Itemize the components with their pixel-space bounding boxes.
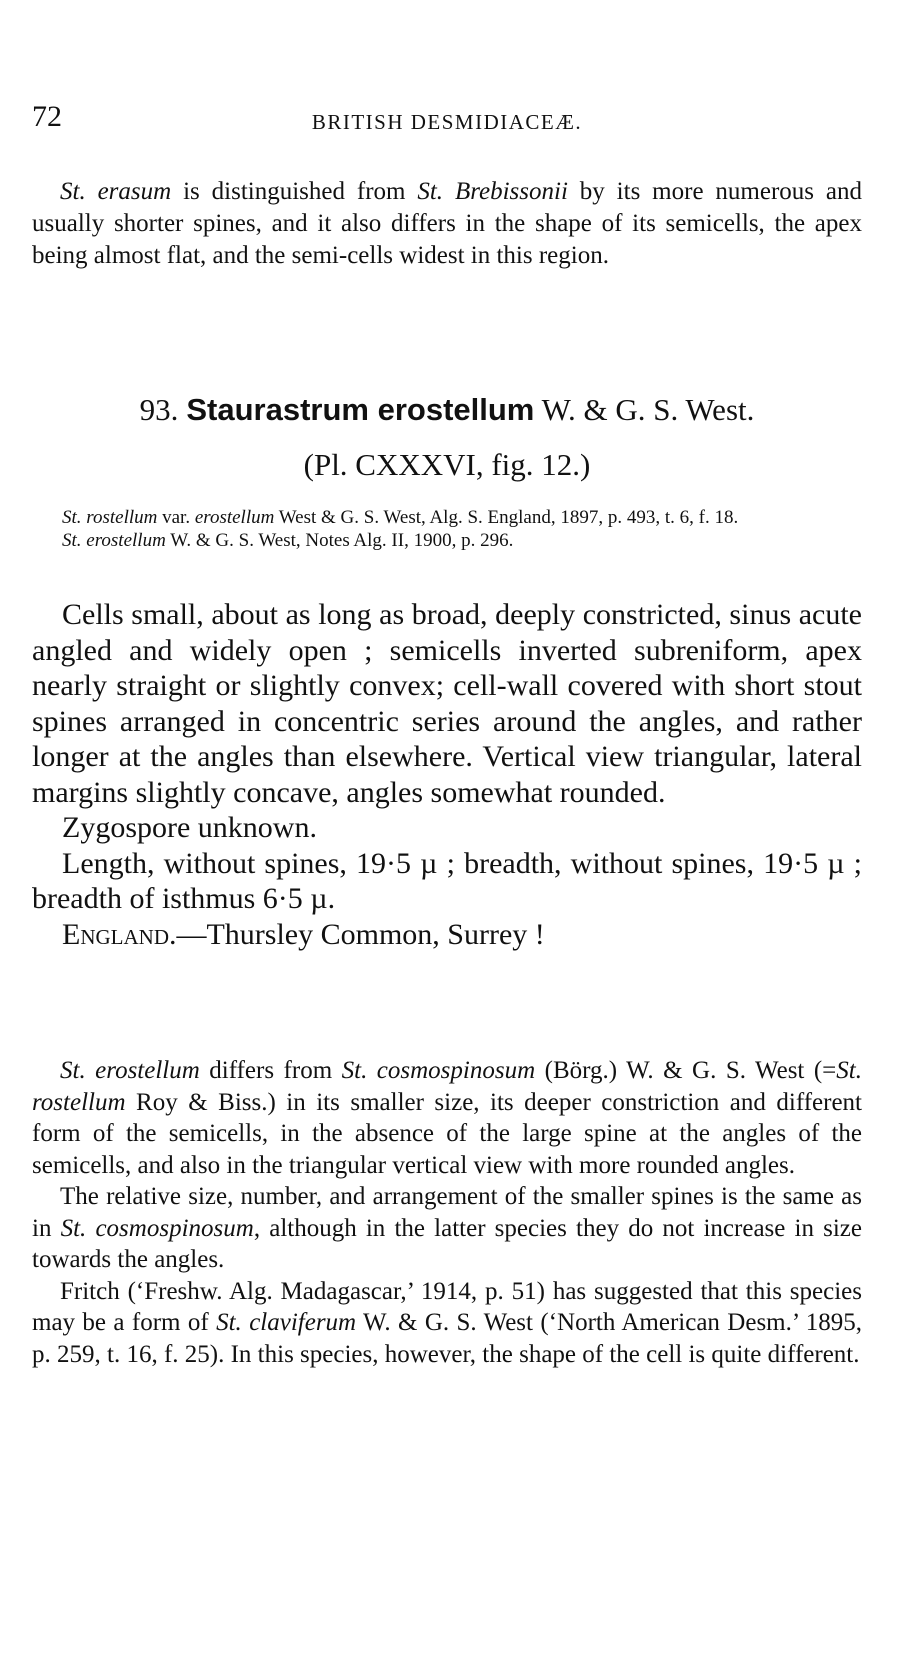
taxon-name: St. erasum bbox=[60, 178, 172, 205]
species-description bbox=[32, 597, 862, 952]
discussion bbox=[32, 1055, 862, 1370]
synonym-text: var. bbox=[157, 507, 195, 528]
discussion-text: Fritch (‘Freshw. Alg. Madagascar,’ 1914, p. 51) has suggested that this species may be a form of bbox=[32, 1277, 862, 1336]
synonym-variety: erostellum bbox=[194, 507, 275, 528]
synonym-entry bbox=[62, 506, 862, 529]
synonym-entry bbox=[62, 529, 862, 552]
running-head: BRITISH DESMIDIACEÆ. bbox=[311, 110, 583, 134]
discussion-text: Roy & Biss.) in its smaller size, its deeper constriction and different form of the semicells, in the absence of the large spine at the angles of the semicells, and also in the triangular vertical view with more rounded angles. bbox=[32, 1088, 862, 1179]
synonym-citation: W. & G. S. West, Notes Alg. II, 1900, p. 296. bbox=[165, 530, 514, 551]
taxon-name: St. erostellum bbox=[60, 1057, 200, 1084]
taxon-name: St. cosmospinosum bbox=[60, 1214, 254, 1242]
species-number: 93. bbox=[139, 392, 179, 427]
species-heading bbox=[32, 390, 862, 430]
plate-reference: (Pl. CXXXVI, fig. 12.) bbox=[303, 447, 591, 482]
intro-text: by its more numerous and usually shorter spines, and it also differs in the shape of its semicells, the apex being almost flat, and the semi-cells widest in this region. bbox=[32, 178, 863, 269]
discussion-text: W. & G. S. West (‘North American Desm.’ 1895, p. 259, t. 16, f. 25). In this species, however, the shape of the cell is quite different. bbox=[32, 1309, 862, 1368]
discussion-text: differs from bbox=[199, 1057, 342, 1084]
zygospore-note: Zygospore unknown. bbox=[62, 811, 317, 844]
locality-region: England. bbox=[62, 917, 177, 951]
taxon-name: St. rostellum bbox=[32, 1057, 862, 1116]
discussion-text: , although in the latter species they do not increase in size towards the angles. bbox=[32, 1214, 862, 1273]
locality-site: —Thursley Common, Surrey ! bbox=[176, 917, 545, 951]
intro-text: is distinguished from bbox=[171, 178, 418, 205]
intro-paragraph bbox=[32, 176, 862, 272]
species-name: Staurastrum erostellum bbox=[186, 392, 535, 427]
synonymy bbox=[62, 506, 862, 552]
discussion-text: The relative size, number, and arrangement of the smaller spines is the same as in bbox=[32, 1183, 862, 1242]
locality bbox=[32, 917, 862, 953]
taxon-name: St. Brebissonii bbox=[417, 178, 568, 205]
species-authority: W. & G. S. West. bbox=[534, 392, 755, 427]
discussion-paragraph bbox=[32, 1276, 862, 1371]
discussion-paragraph bbox=[32, 1181, 862, 1276]
page-number: 72 bbox=[32, 100, 62, 133]
taxon-name: St. cosmospinosum bbox=[341, 1057, 536, 1084]
taxon-name: St. claviferum bbox=[216, 1309, 357, 1336]
synonym-name: St. rostellum bbox=[62, 507, 158, 528]
discussion-paragraph bbox=[32, 1055, 862, 1181]
measurements: Length, without spines, 19·5 µ ; breadth, without spines, 19·5 µ ; breadth of isthmus 6·5 µ. bbox=[32, 846, 862, 915]
synonym-citation: West & G. S. West, Alg. S. England, 1897, p. 493, t. 6, f. 18. bbox=[274, 507, 739, 528]
discussion-text: (Börg.) W. & G. S. West (= bbox=[535, 1057, 837, 1084]
page-header bbox=[32, 100, 862, 140]
description-main: Cells small, about as long as broad, deeply constricted, sinus acute angled and widely open ; semicells inverted subreniform, apex nearly straight or slightly convex; cell-wall covered with short stout spines arranged in concentric series around the angles, and rather longer at the angles than elsewhere. Vertical view triangular, lateral margins slightly concave, angles somewhat rounded. bbox=[32, 598, 862, 809]
synonym-name: St. erostellum bbox=[62, 530, 166, 551]
